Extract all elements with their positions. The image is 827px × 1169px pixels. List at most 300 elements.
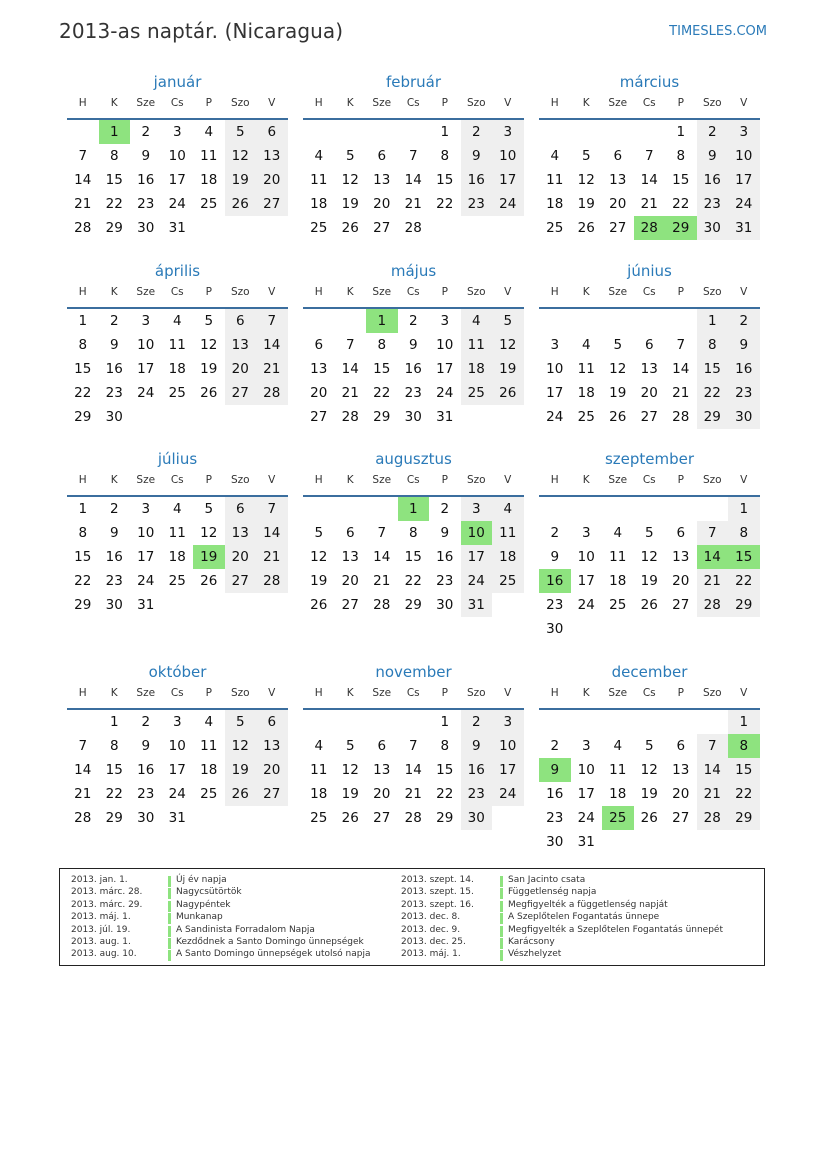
- day-cell: 6: [676, 738, 686, 754]
- day-cell: 25: [461, 381, 493, 405]
- weekday-label: Cs: [406, 474, 420, 486]
- weekday-label: P: [441, 97, 448, 109]
- day-cell: 16: [461, 168, 493, 192]
- day-cell: 16: [546, 786, 564, 802]
- day-cell: 17: [137, 361, 155, 377]
- day-cell: 10: [436, 337, 454, 353]
- day-cell: 22: [728, 782, 760, 806]
- holiday-day-cell: 1: [366, 309, 398, 333]
- day-cell: 17: [168, 172, 186, 188]
- day-cell: 27: [341, 597, 359, 613]
- legend-color-bar: [500, 938, 503, 949]
- month-name: október: [148, 663, 207, 681]
- day-cell: 2: [550, 525, 560, 541]
- day-cell: 18: [577, 385, 595, 401]
- day-cell: 14: [341, 361, 359, 377]
- day-cell: 19: [225, 758, 257, 782]
- weekday-label: V: [504, 687, 512, 699]
- legend-row: [71, 912, 391, 924]
- holiday-day-cell: 19: [193, 545, 225, 569]
- day-cell: 25: [168, 385, 186, 401]
- holiday-day-cell: 16: [539, 569, 571, 593]
- day-cell: 26: [225, 192, 257, 216]
- weekday-label: H: [550, 687, 559, 699]
- day-cell: 2: [461, 120, 493, 144]
- day-cell: 7: [408, 738, 418, 754]
- day-cell: 21: [256, 357, 288, 381]
- day-cell: 21: [697, 782, 729, 806]
- day-cell: 25: [200, 196, 218, 212]
- day-cell: 25: [310, 810, 328, 826]
- day-cell: 17: [546, 385, 564, 401]
- weekday-label: V: [740, 474, 748, 486]
- weekday-label: Sze: [608, 474, 628, 486]
- day-cell: 10: [546, 361, 564, 377]
- weekday-header: [539, 286, 760, 302]
- day-cell: 19: [640, 786, 658, 802]
- day-cell: 4: [492, 497, 524, 521]
- day-cell: 10: [137, 525, 155, 541]
- day-cell: 8: [78, 525, 88, 541]
- day-cell: 3: [141, 501, 151, 517]
- day-cell: 2: [697, 120, 729, 144]
- day-cell: 6: [377, 738, 387, 754]
- holiday-day-cell: 28: [634, 216, 666, 240]
- day-cell: 27: [256, 192, 288, 216]
- day-cell: 4: [172, 501, 182, 517]
- day-cell: 12: [225, 734, 257, 758]
- day-cell: 7: [256, 497, 288, 521]
- day-cell: 4: [172, 313, 182, 329]
- day-cell: 7: [697, 521, 729, 545]
- day-cell: 23: [105, 385, 123, 401]
- month-name: november: [375, 663, 452, 681]
- day-cell: 21: [373, 573, 391, 589]
- day-cell: 30: [728, 405, 760, 429]
- legend-column-left: [71, 875, 391, 962]
- day-cell: 9: [141, 148, 151, 164]
- day-cell: 26: [640, 810, 658, 826]
- day-cell: 1: [78, 501, 88, 517]
- day-cell: 18: [546, 196, 564, 212]
- day-cell: 23: [461, 192, 493, 216]
- legend-holiday-name: Új év napja: [176, 875, 227, 885]
- weekday-header: [67, 286, 288, 302]
- day-cell: 27: [256, 782, 288, 806]
- weekday-label: H: [78, 474, 87, 486]
- day-cell: 23: [137, 786, 155, 802]
- month-name: február: [385, 73, 442, 91]
- day-cell: 22: [404, 573, 422, 589]
- site-link[interactable]: TIMESLES.COM: [669, 24, 767, 39]
- weekday-header: [539, 474, 760, 490]
- legend-row: [401, 887, 761, 899]
- legend-color-bar: [500, 888, 503, 899]
- weekday-label: P: [205, 97, 212, 109]
- day-cell: 17: [436, 361, 454, 377]
- holiday-day-cell: 1: [398, 497, 430, 521]
- legend-color-bar: [500, 950, 503, 961]
- day-cell: 31: [577, 834, 595, 850]
- day-cell: 21: [697, 569, 729, 593]
- month-name: április: [154, 262, 201, 280]
- legend-color-bar: [500, 926, 503, 937]
- weekday-label: P: [677, 687, 684, 699]
- weekday-label: Szo: [230, 286, 250, 298]
- day-cell: 11: [609, 549, 627, 565]
- legend-row: [401, 949, 761, 961]
- weekday-label: Szo: [702, 286, 722, 298]
- day-cell: 3: [141, 313, 151, 329]
- day-cell: 17: [492, 758, 524, 782]
- day-cell: 12: [640, 549, 658, 565]
- day-cell: 14: [373, 549, 391, 565]
- day-cell: 4: [204, 124, 214, 140]
- day-cell: 22: [105, 786, 123, 802]
- weekday-header: [303, 474, 524, 490]
- day-cell: 1: [697, 309, 729, 333]
- day-cell: 8: [676, 148, 686, 164]
- day-cell: 31: [168, 220, 186, 236]
- month-name: szeptember: [604, 450, 695, 468]
- legend-date: 2013. dec. 25.: [401, 936, 466, 947]
- day-cell: 15: [436, 172, 454, 188]
- day-cell: 2: [109, 501, 119, 517]
- weekday-label: K: [346, 474, 354, 486]
- legend-row: [401, 912, 761, 924]
- weekday-label: P: [677, 97, 684, 109]
- day-cell: 15: [105, 762, 123, 778]
- legend-date: 2013. márc. 28.: [71, 887, 143, 898]
- day-cell: 9: [141, 738, 151, 754]
- day-cell: 20: [672, 573, 690, 589]
- weekday-label: K: [582, 474, 590, 486]
- weekday-label: Cs: [170, 97, 184, 109]
- day-cell: 28: [74, 220, 92, 236]
- day-cell: 28: [256, 381, 288, 405]
- day-cell: 5: [581, 148, 591, 164]
- day-cell: 1: [728, 710, 760, 734]
- day-cell: 29: [436, 810, 454, 826]
- legend-date: 2013. szept. 14.: [401, 875, 474, 885]
- day-cell: 2: [440, 501, 450, 517]
- day-cell: 24: [728, 192, 760, 216]
- day-cell: 29: [728, 806, 760, 830]
- day-cell: 18: [310, 786, 328, 802]
- day-cell: 11: [200, 148, 218, 164]
- day-cell: 22: [74, 573, 92, 589]
- day-cell: 9: [461, 144, 493, 168]
- legend-row: [401, 937, 761, 949]
- day-cell: 22: [436, 786, 454, 802]
- day-cell: 29: [74, 409, 92, 425]
- day-cell: 19: [577, 196, 595, 212]
- day-cell: 9: [408, 337, 418, 353]
- day-cell: 18: [609, 573, 627, 589]
- holiday-day-cell: 9: [539, 758, 571, 782]
- day-cell: 9: [109, 525, 119, 541]
- day-cell: 24: [137, 573, 155, 589]
- weekday-label: Cs: [170, 474, 184, 486]
- legend-color-bar: [168, 926, 171, 937]
- weekday-label: V: [268, 286, 276, 298]
- day-cell: 20: [373, 786, 391, 802]
- day-cell: 3: [172, 124, 182, 140]
- holiday-legend: [59, 868, 765, 966]
- weekday-label: Sze: [608, 286, 628, 298]
- weekday-label: P: [677, 286, 684, 298]
- day-cell: 24: [492, 782, 524, 806]
- day-cell: 9: [109, 337, 119, 353]
- day-cell: 24: [137, 385, 155, 401]
- day-cell: 11: [310, 762, 328, 778]
- day-cell: 2: [728, 309, 760, 333]
- day-cell: 16: [137, 172, 155, 188]
- weekday-label: Szo: [702, 687, 722, 699]
- legend-date: 2013. júl. 19.: [71, 924, 131, 935]
- weekday-label: Szo: [466, 97, 486, 109]
- weekday-label: Sze: [372, 474, 392, 486]
- day-cell: 23: [728, 381, 760, 405]
- day-cell: 10: [137, 337, 155, 353]
- day-cell: 15: [373, 361, 391, 377]
- day-cell: 4: [204, 714, 214, 730]
- day-cell: 8: [109, 738, 119, 754]
- day-cell: 5: [492, 309, 524, 333]
- weekday-label: Cs: [170, 286, 184, 298]
- day-cell: 28: [74, 810, 92, 826]
- day-cell: 25: [310, 220, 328, 236]
- day-cell: 29: [105, 810, 123, 826]
- day-cell: 26: [341, 810, 359, 826]
- weekday-label: Cs: [642, 687, 656, 699]
- day-cell: 1: [728, 497, 760, 521]
- weekday-label: K: [110, 286, 118, 298]
- day-cell: 22: [105, 196, 123, 212]
- day-cell: 31: [436, 409, 454, 425]
- weekday-label: H: [550, 474, 559, 486]
- day-cell: 13: [640, 361, 658, 377]
- day-cell: 23: [546, 810, 564, 826]
- month-name: július: [157, 450, 198, 468]
- day-cell: 11: [168, 525, 186, 541]
- day-cell: 7: [408, 148, 418, 164]
- holiday-day-cell: 25: [602, 806, 634, 830]
- day-cell: 1: [78, 313, 88, 329]
- day-cell: 16: [404, 361, 422, 377]
- day-cell: 8: [78, 337, 88, 353]
- weekday-label: Sze: [136, 97, 156, 109]
- day-cell: 17: [461, 545, 493, 569]
- day-cell: 10: [168, 738, 186, 754]
- day-cell: 3: [172, 714, 182, 730]
- legend-date: 2013. dec. 8.: [401, 912, 461, 923]
- day-cell: 27: [310, 409, 328, 425]
- day-cell: 9: [440, 525, 450, 541]
- day-cell: 26: [609, 409, 627, 425]
- day-cell: 12: [341, 172, 359, 188]
- weekday-label: Cs: [642, 97, 656, 109]
- day-cell: 7: [377, 525, 387, 541]
- day-cell: 12: [341, 762, 359, 778]
- legend-color-bar: [500, 901, 503, 912]
- day-cell: 22: [436, 196, 454, 212]
- legend-color-bar: [500, 913, 503, 924]
- day-cell: 6: [644, 337, 654, 353]
- weekday-header: [539, 687, 760, 703]
- day-cell: 13: [341, 549, 359, 565]
- day-cell: 30: [436, 597, 454, 613]
- weekday-label: P: [677, 474, 684, 486]
- weekday-label: K: [346, 97, 354, 109]
- legend-holiday-name: Megfigyelték a Szeplőtelen Fogantatás ünnepét: [508, 924, 723, 935]
- day-cell: 16: [436, 549, 454, 565]
- weekday-label: V: [740, 97, 748, 109]
- weekday-label: Szo: [466, 687, 486, 699]
- day-cell: 13: [310, 361, 328, 377]
- day-cell: 6: [613, 148, 623, 164]
- day-cell: 26: [200, 385, 218, 401]
- day-cell: 11: [461, 333, 493, 357]
- month-name: augusztus: [375, 450, 452, 468]
- legend-date: 2013. márc. 29.: [71, 899, 143, 910]
- day-cell: 23: [105, 573, 123, 589]
- day-cell: 24: [546, 409, 564, 425]
- day-cell: 25: [577, 409, 595, 425]
- day-cell: 25: [492, 569, 524, 593]
- day-cell: 24: [436, 385, 454, 401]
- day-cell: 9: [728, 333, 760, 357]
- day-cell: 10: [168, 148, 186, 164]
- legend-color-bar: [500, 876, 503, 887]
- legend-color-bar: [168, 938, 171, 949]
- day-cell: 19: [225, 168, 257, 192]
- weekday-label: K: [582, 97, 590, 109]
- day-cell: 13: [373, 762, 391, 778]
- legend-color-bar: [168, 888, 171, 899]
- day-cell: 16: [137, 762, 155, 778]
- day-cell: 2: [461, 710, 493, 734]
- day-cell: 13: [256, 144, 288, 168]
- day-cell: 1: [440, 714, 450, 730]
- day-cell: 28: [404, 220, 422, 236]
- holiday-day-cell: 8: [728, 734, 760, 758]
- day-cell: 27: [225, 381, 257, 405]
- day-cell: 27: [609, 220, 627, 236]
- day-cell: 15: [672, 172, 690, 188]
- weekday-label: V: [504, 97, 512, 109]
- day-cell: 22: [373, 385, 391, 401]
- day-cell: 2: [109, 313, 119, 329]
- day-cell: 8: [408, 525, 418, 541]
- day-cell: 5: [644, 738, 654, 754]
- day-cell: 13: [672, 762, 690, 778]
- legend-row: [401, 875, 761, 887]
- legend-holiday-name: Kezdődnek a Santo Domingo ünnepségek: [176, 936, 364, 947]
- day-cell: 12: [200, 337, 218, 353]
- day-cell: 18: [310, 196, 328, 212]
- weekday-label: Sze: [608, 97, 628, 109]
- legend-holiday-name: A Szeplőtelen Fogantatás ünnepe: [508, 912, 660, 923]
- day-cell: 13: [225, 521, 257, 545]
- day-cell: 15: [404, 549, 422, 565]
- legend-date: 2013. máj. 1.: [401, 949, 461, 960]
- day-cell: 8: [109, 148, 119, 164]
- day-cell: 13: [373, 172, 391, 188]
- legend-date: 2013. jan. 1.: [71, 875, 128, 885]
- day-cell: 12: [492, 333, 524, 357]
- day-cell: 4: [581, 337, 591, 353]
- holiday-day-cell: 14: [697, 545, 729, 569]
- day-cell: 18: [492, 545, 524, 569]
- day-cell: 14: [256, 333, 288, 357]
- weekday-label: K: [582, 286, 590, 298]
- weekday-label: P: [205, 474, 212, 486]
- day-cell: 3: [492, 710, 524, 734]
- weekday-label: P: [205, 286, 212, 298]
- weekday-label: H: [78, 687, 87, 699]
- month-name: december: [611, 663, 688, 681]
- day-cell: 19: [640, 573, 658, 589]
- day-cell: 20: [310, 385, 328, 401]
- day-cell: 25: [168, 573, 186, 589]
- day-cell: 23: [546, 597, 564, 613]
- legend-row: [401, 900, 761, 912]
- weekday-label: Szo: [466, 474, 486, 486]
- weekday-label: Cs: [406, 97, 420, 109]
- month-name: május: [390, 262, 437, 280]
- day-cell: 21: [640, 196, 658, 212]
- day-cell: 29: [105, 220, 123, 236]
- day-cell: 19: [200, 361, 218, 377]
- day-cell: 18: [168, 549, 186, 565]
- day-cell: 5: [613, 337, 623, 353]
- day-cell: 4: [314, 738, 324, 754]
- day-cell: 29: [373, 409, 391, 425]
- day-cell: 5: [345, 738, 355, 754]
- day-cell: 16: [461, 758, 493, 782]
- day-cell: 21: [74, 786, 92, 802]
- day-cell: 13: [256, 734, 288, 758]
- day-cell: 27: [672, 597, 690, 613]
- day-cell: 7: [345, 337, 355, 353]
- day-cell: 23: [137, 196, 155, 212]
- day-cell: 4: [613, 525, 623, 541]
- month-name: január: [153, 73, 202, 91]
- day-cell: 8: [440, 148, 450, 164]
- day-cell: 7: [256, 309, 288, 333]
- day-cell: 11: [168, 337, 186, 353]
- day-cell: 22: [672, 196, 690, 212]
- day-cell: 17: [137, 549, 155, 565]
- header-rule: [539, 708, 760, 710]
- day-cell: 5: [345, 148, 355, 164]
- day-cell: 15: [436, 762, 454, 778]
- day-cell: 3: [440, 313, 450, 329]
- day-cell: 1: [440, 124, 450, 140]
- day-cell: 26: [310, 597, 328, 613]
- weekday-label: Cs: [642, 286, 656, 298]
- day-cell: 10: [492, 144, 524, 168]
- day-cell: 12: [225, 144, 257, 168]
- legend-date: 2013. aug. 10.: [71, 949, 137, 960]
- legend-column-right: [401, 875, 761, 962]
- day-cell: 20: [256, 758, 288, 782]
- day-cell: 20: [225, 545, 257, 569]
- day-cell: 17: [168, 762, 186, 778]
- day-cell: 27: [672, 810, 690, 826]
- day-cell: 20: [640, 385, 658, 401]
